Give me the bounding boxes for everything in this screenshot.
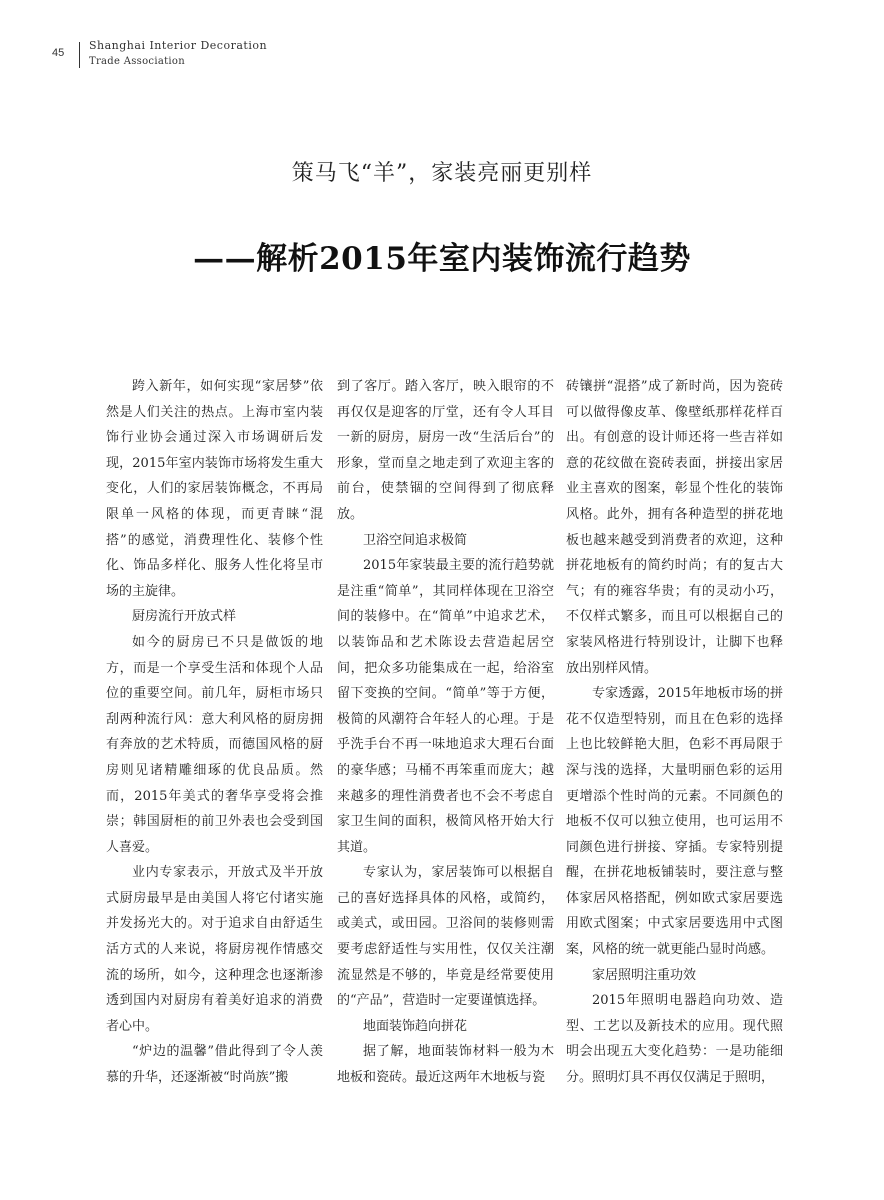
section-heading: 卫浴空间追求极简 xyxy=(363,532,468,548)
article-subtitle: 策马飞“羊”，家装亮丽更别样 xyxy=(291,161,593,186)
paragraph: 到了客厅。踏入客厅，映入眼帘的不再仅仅是迎客的厅堂，还有令人耳目一新的厨房，厨房一改“生活后台”的形象，堂而皇之地走到了欢迎主客的前台，使禁锢的空间得到了彻底释放。 xyxy=(337,379,554,522)
article-title: ——解析2015年室内装饰流行趋势 xyxy=(193,241,691,277)
text-column-2 xyxy=(337,374,554,1091)
text-column-1 xyxy=(106,374,323,1091)
header-divider xyxy=(79,42,80,68)
section-heading: 厨房流行开放式样 xyxy=(132,609,237,625)
paragraph: 砖镶拼“混搭”成了新时尚，因为瓷砖可以做得像皮革、像壁纸那样花样百出。有创意的设计师还将一些吉祥如意的花纹做在瓷砖表面，拼接出家居业主喜欢的图案，彰显个性化的装饰风格。此外，拥有各种造型的拼花地板也越来越受到消费者的欢迎，这种拼花地板有的简约时尚；有的复古大气；有的雍容华贵；有的灵动小巧，不仅样式繁多，而且可以根据自己的家装风格进行特别设计，让脚下也释放出别样风情。 xyxy=(566,379,783,676)
paragraph: 如今的厨房已不只是做饭的地方，而是一个享受生活和体现个人品位的重要空间。前几年，厨柜市场只刮两种流行风：意大利风格的厨房拥有奔放的艺术特质，而德国风格的厨房则见诸精雕细琢的优良品质。然而，2015年美式的奢华享受将会推崇；韩国厨柜的前卫外表也会受到国人喜爱。 xyxy=(106,634,323,855)
section-heading: 地面装饰趋向拼花 xyxy=(363,1018,468,1034)
section-heading: 家居照明注重功效 xyxy=(592,967,697,983)
publisher-name xyxy=(89,38,267,70)
paragraph: 专家透露，2015年地板市场的拼花不仅造型特别，而且在色彩的选择上也比较鲜艳大胆，色彩不再局限于深与浅的选择，大量明丽色彩的运用更增添个性时尚的元素。不同颜色的地板不仅可以独立使用，也可运用不同颜色进行拼接、穿插。专家特别提醒，在拼花地板铺装时，要注意与整体家居风格搭配，例如欧式家居要选用欧式图案；中式家居要选用中式图案，风格的统一就更能凸显时尚感。 xyxy=(566,686,783,958)
paragraph: 2015年家装最主要的流行趋势就是注重“简单”，其同样体现在卫浴空间的装修中。在“简单”中追求艺术，以装饰品和艺术陈设去营造起居空间，把众多功能集成在一起，给浴室留下变换的空间。“简单”等于方便，极简的风潮符合年轻人的心理。于是乎洗手台不再一味地追求大理石台面的豪华感；马桶不再笨重而庞大；越来越多的理性消费者也不会不考虑自家卫生间的面积，极简风格开始大行其道。 xyxy=(337,558,554,855)
paragraph: 业内专家表示，开放式及半开放式厨房最早是由美国人将它付诸实施并发扬光大的。对于追求自由舒适生活方式的人来说，将厨房视作情感交流的场所，如今，这种理念也逐渐渗透到国内对厨房有着美好追求的消费者心中。 xyxy=(106,865,323,1034)
paragraph: “炉边的温馨”借此得到了令人羡慕的升华，还逐渐被“时尚族”搬 xyxy=(106,1044,323,1086)
page-number: 45 xyxy=(52,47,65,59)
paragraph: 据了解，地面装饰材料一般为木地板和瓷砖。最近这两年木地板与瓷 xyxy=(337,1044,554,1086)
text-column-3 xyxy=(566,374,783,1091)
paragraph: 专家认为，家居装饰可以根据自己的喜好选择具体的风格，或简约，或美式，或田园。卫浴间的装修则需要考虑舒适性与实用性，仅仅关注潮流显然是不够的，毕竟是经常要使用的“产品”，营造时一定要谨慎选择。 xyxy=(337,865,554,1009)
publisher-line-1: Shanghai Interior Decoration xyxy=(89,39,268,52)
paragraph: 跨入新年，如何实现“家居梦”依然是人们关注的热点。上海市室内装饰行业协会通过深入市场调研后发现，2015年室内装饰市场将发生重大变化，人们的家居装饰概念，不再局限单一风格的体现，而更青睐“混搭”的感觉，消费理性化、装修个性化、饰品多样化、服务人性化将呈市场的主旋律。 xyxy=(106,379,323,599)
publisher-line-2: Trade Association xyxy=(89,56,185,67)
paragraph: 2015年照明电器趋向功效、造型、工艺以及新技术的应用。现代照明会出现五大变化趋势：一是功能细分。照明灯具不再仅仅满足于照明， xyxy=(566,993,783,1086)
